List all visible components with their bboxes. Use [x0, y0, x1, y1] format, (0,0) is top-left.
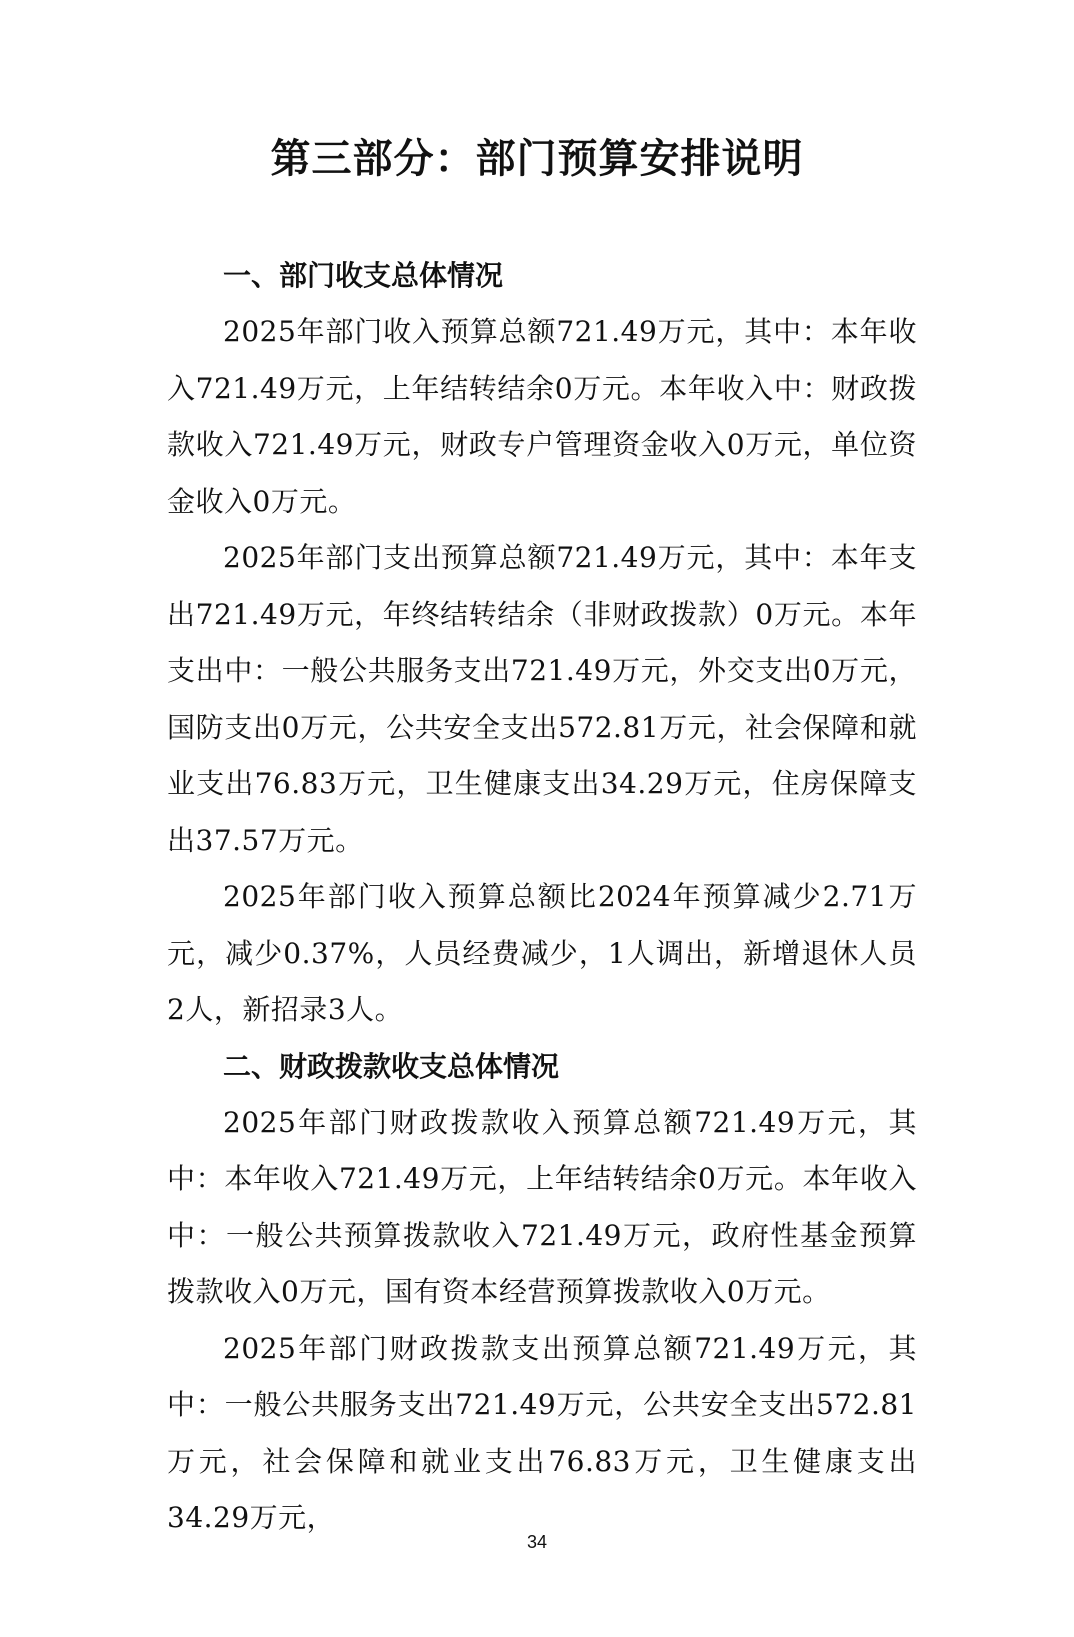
- section-heading-1: 一、部门收支总体情况: [223, 259, 504, 292]
- page-title: 第三部分：部门预算安排说明: [270, 136, 804, 182]
- paragraph-fiscal-income: 2025年部门财政拨款收入预算总额721.49万元，其中：本年收入721.49万元，上年结转结余0万元。本年收入中：一般公共预算拨款收入721.49万元，政府性基金预算拨款收入0万元，国有资本经营预算拨款收入0万元。: [167, 1105, 917, 1308]
- section-heading-2: 二、财政拨款收支总体情况: [223, 1049, 560, 1083]
- paragraph-income-overview: 2025年部门收入预算总额721.49万元，其中：本年收入721.49万元，上年结转结余0万元。本年收入中：财政拨款收入721.49万元，财政专户管理资金收入0万元，单位资金收入0万元。: [167, 315, 917, 518]
- paragraph-budget-change: 2025年部门收入预算总额比2024年预算减少2.71万元，减少0.37%，人员经费减少，1人调出，新增退休人员2人，新招录3人。: [167, 880, 917, 1026]
- paragraph-expenditure-overview: 2025年部门支出预算总额721.49万元，其中：本年支出721.49万元，年终结转结余（非财政拨款）0万元。本年支出中：一般公共服务支出721.49万元，外交支出0万元，国防支出0万元，公共安全支出572.81万元，社会保障和就业支出76.83万元，卫生健康支出34.29万元，住房保障支出37.57万元。: [167, 541, 917, 857]
- page-number: 34: [526, 1532, 548, 1552]
- document-body: [167, 248, 917, 1547]
- paragraph-fiscal-expenditure: 2025年部门财政拨款支出预算总额721.49万元，其中：一般公共服务支出721.49万元，公共安全支出572.81万元，社会保障和就业支出76.83万元，卫生健康支出34.29万元，: [167, 1331, 917, 1534]
